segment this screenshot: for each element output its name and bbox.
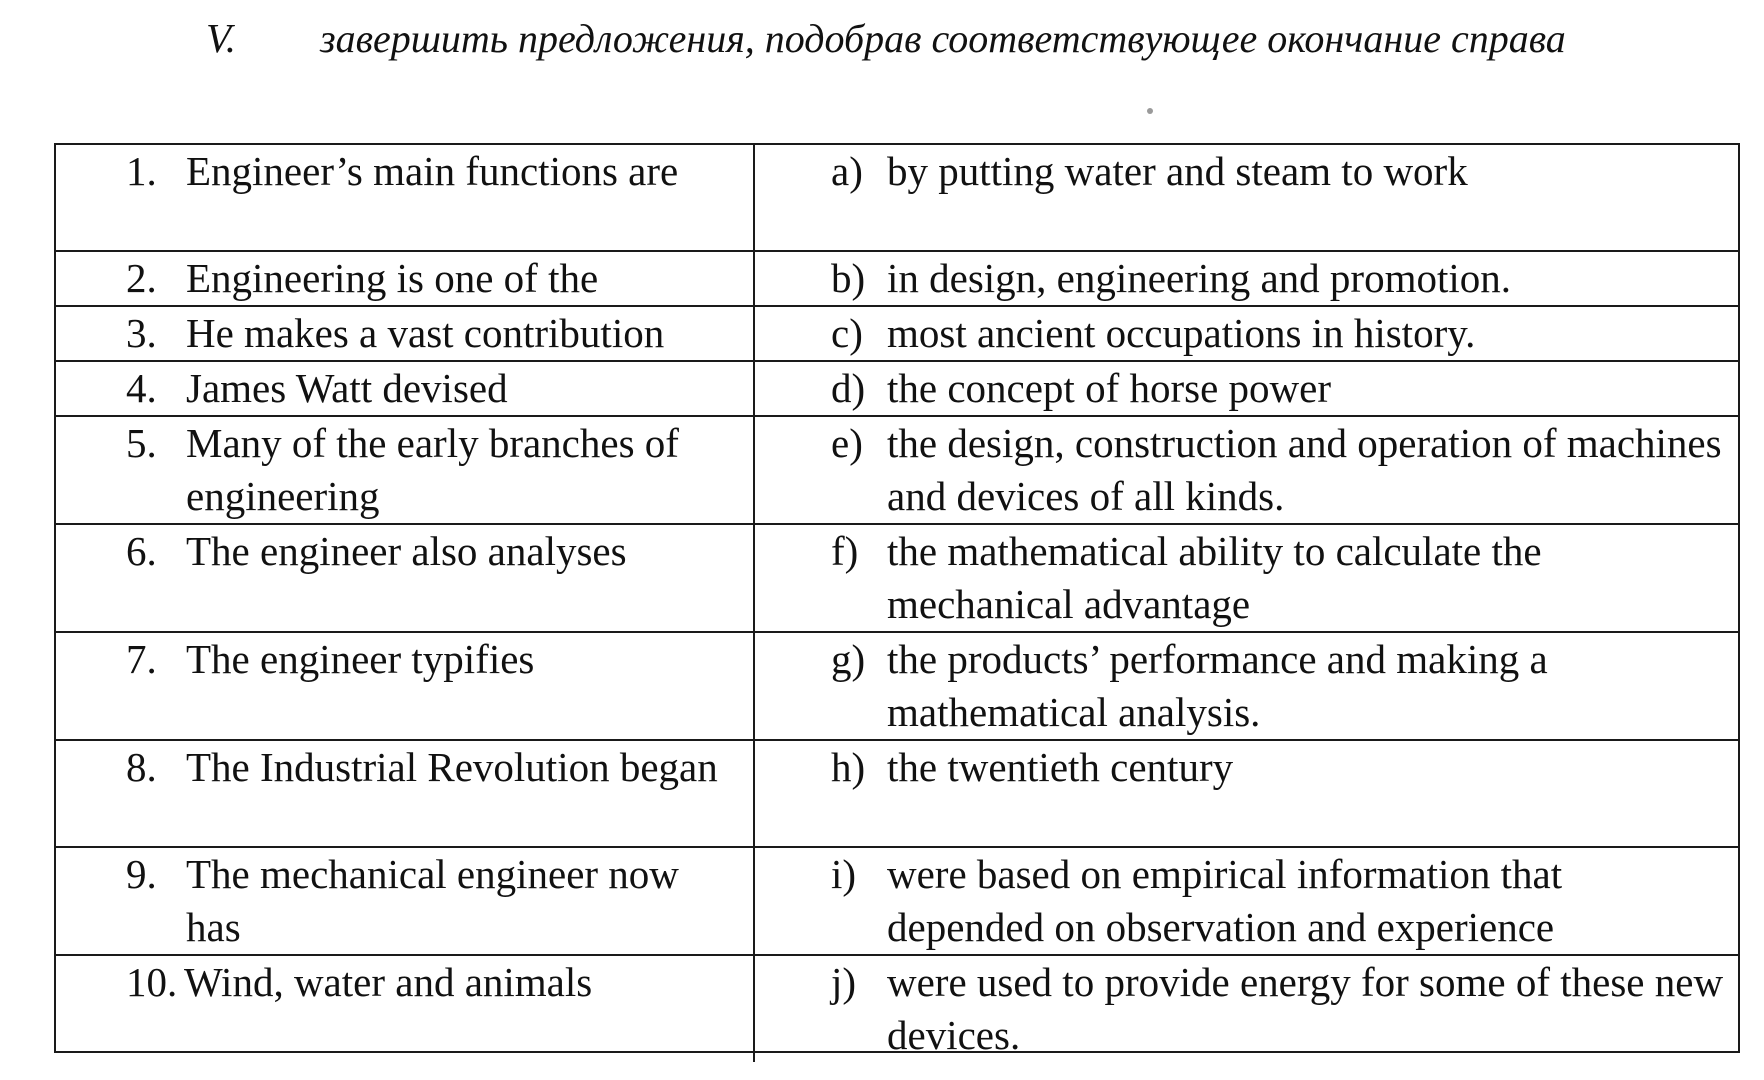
left-text: The engineer typifies bbox=[186, 636, 535, 682]
right-cell bbox=[754, 361, 1738, 416]
table-row bbox=[56, 251, 1738, 306]
right-cell bbox=[754, 416, 1738, 524]
right-cell bbox=[754, 251, 1738, 306]
table-row bbox=[56, 416, 1738, 524]
left-cell bbox=[56, 847, 754, 955]
right-cell bbox=[754, 955, 1738, 1062]
left-cell bbox=[56, 145, 754, 251]
table-row bbox=[56, 361, 1738, 416]
task-number: V. bbox=[206, 15, 237, 61]
table-row bbox=[56, 847, 1738, 955]
matching-table bbox=[54, 143, 1740, 1058]
right-text: were used to provide energy for some of these new devices. bbox=[887, 959, 1724, 1058]
matching-table-grid bbox=[56, 145, 1738, 1062]
right-text: the twentieth century bbox=[887, 744, 1234, 790]
left-number: 6. bbox=[126, 528, 157, 574]
right-letter: b) bbox=[831, 255, 866, 301]
right-cell bbox=[754, 847, 1738, 955]
left-text: The Industrial Revolution began bbox=[186, 744, 718, 790]
right-letter: g) bbox=[831, 636, 866, 682]
right-cell bbox=[754, 740, 1738, 847]
right-text: the mathematical ability to calculate the mechanical advantage bbox=[887, 528, 1542, 627]
left-number: 9. bbox=[126, 851, 157, 897]
left-text: Wind, water and animals bbox=[184, 959, 593, 1005]
left-cell bbox=[56, 306, 754, 361]
table-body bbox=[56, 145, 1738, 1062]
left-number: 8. bbox=[126, 744, 157, 790]
left-number: 3. bbox=[126, 310, 157, 356]
table-row bbox=[56, 524, 1738, 632]
right-letter: f) bbox=[831, 528, 859, 574]
task-instruction: завершить предложения, подобрав соответствующее окончание справа bbox=[320, 16, 1566, 61]
right-letter: i) bbox=[831, 851, 857, 897]
table-row bbox=[56, 306, 1738, 361]
right-text: were based on empirical information that depended on observation and experience bbox=[887, 851, 1563, 950]
right-cell bbox=[754, 632, 1738, 740]
right-text: most ancient occupations in history. bbox=[887, 310, 1476, 356]
task-header bbox=[0, 0, 1764, 130]
table-row bbox=[56, 740, 1738, 847]
right-text: in design, engineering and promotion. bbox=[887, 255, 1511, 301]
left-cell bbox=[56, 740, 754, 847]
left-text: He makes a vast contribution bbox=[186, 310, 665, 356]
left-cell bbox=[56, 524, 754, 632]
left-cell bbox=[56, 361, 754, 416]
left-text: James Watt devised bbox=[186, 365, 508, 411]
right-cell bbox=[754, 306, 1738, 361]
right-text: the concept of horse power bbox=[887, 365, 1331, 411]
left-number: 1. bbox=[126, 148, 157, 194]
right-text: by putting water and steam to work bbox=[887, 148, 1468, 194]
table-row bbox=[56, 632, 1738, 740]
stray-mark bbox=[1147, 108, 1153, 114]
right-text: the design, construction and operation of machines and devices of all kinds. bbox=[887, 420, 1722, 519]
left-number: 5. bbox=[126, 420, 157, 466]
table-row bbox=[56, 955, 1738, 1062]
left-text: The engineer also analyses bbox=[186, 528, 627, 574]
right-letter: c) bbox=[831, 310, 863, 356]
left-text: The mechanical engineer now has bbox=[186, 851, 679, 950]
left-number: 4. bbox=[126, 365, 157, 411]
right-text: the products’ performance and making a mathematical analysis. bbox=[887, 636, 1548, 735]
left-cell bbox=[56, 955, 754, 1062]
left-text: Engineering is one of the bbox=[186, 255, 599, 301]
left-number: 2. bbox=[126, 255, 157, 301]
right-cell bbox=[754, 145, 1738, 251]
left-cell bbox=[56, 251, 754, 306]
left-text: Many of the early branches of engineering bbox=[186, 420, 679, 519]
right-letter: j) bbox=[831, 959, 857, 1005]
right-letter: h) bbox=[831, 744, 866, 790]
left-cell bbox=[56, 416, 754, 524]
left-number: 10. bbox=[126, 959, 178, 1005]
table-row bbox=[56, 145, 1738, 251]
right-cell bbox=[754, 524, 1738, 632]
left-number: 7. bbox=[126, 636, 157, 682]
right-letter: a) bbox=[831, 148, 863, 194]
left-cell bbox=[56, 632, 754, 740]
right-letter: e) bbox=[831, 420, 863, 466]
left-text: Engineer’s main functions are bbox=[186, 148, 679, 194]
right-letter: d) bbox=[831, 365, 866, 411]
